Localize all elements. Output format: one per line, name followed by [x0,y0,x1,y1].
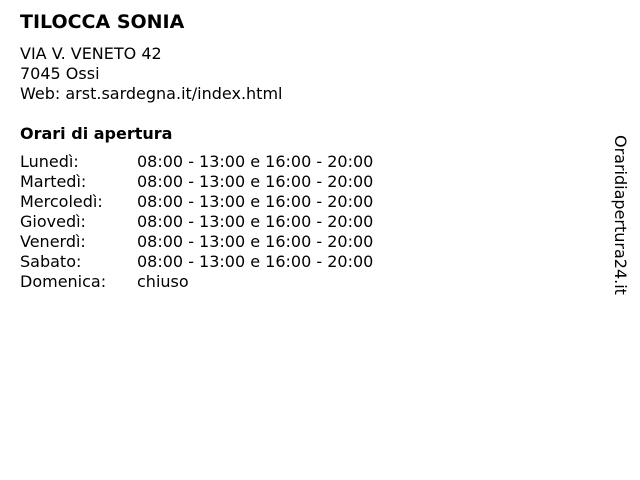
business-card [20,10,600,292]
day-label: Sabato: [20,252,82,271]
hours-row-sunday [20,272,600,292]
hours-row-wednesday [20,192,600,212]
day-label: Martedì: [20,172,87,191]
day-label: Lunedì: [20,152,79,171]
hours-row-thursday [20,212,600,232]
business-name: TILOCCA SONIA [20,11,185,33]
time-value: 08:00 - 13:00 e 16:00 - 20:00 [137,152,374,171]
day-label: Mercoledì: [20,192,103,211]
address-street: VIA V. VENETO 42 [20,44,162,63]
opening-hours-table [20,152,600,292]
hours-row-monday [20,152,600,172]
hours-row-friday [20,232,600,252]
time-value: 08:00 - 13:00 e 16:00 - 20:00 [137,172,374,191]
hours-row-saturday [20,252,600,272]
address-city: 7045 Ossi [20,64,100,83]
day-label: Giovedì: [20,212,86,231]
time-value: 08:00 - 13:00 e 16:00 - 20:00 [137,232,374,251]
time-value: 08:00 - 13:00 e 16:00 - 20:00 [137,252,374,271]
opening-hours-heading: Orari di apertura [20,124,173,143]
time-value: 08:00 - 13:00 e 16:00 - 20:00 [137,212,374,231]
day-label: Venerdì: [20,232,86,251]
hours-row-tuesday [20,172,600,192]
brand-watermark: Oraridiapertura24.it [611,135,630,295]
website-link[interactable]: Web: arst.sardegna.it/index.html [20,84,283,103]
day-label: Domenica: [20,272,107,291]
time-value: 08:00 - 13:00 e 16:00 - 20:00 [137,192,374,211]
address-block [20,44,600,104]
time-value: chiuso [137,272,189,291]
